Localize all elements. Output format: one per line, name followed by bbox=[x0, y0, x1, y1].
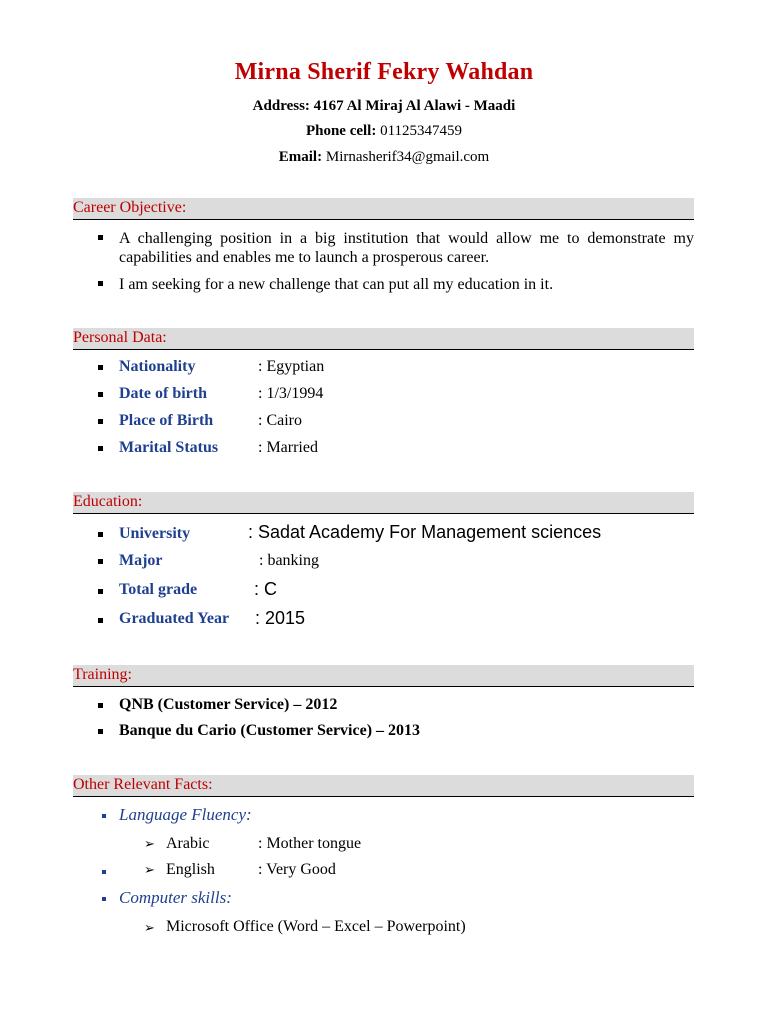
address-value: 4167 Al Miraj Al Alawi - Maadi bbox=[313, 98, 516, 114]
email-value: Mirnasherif34@gmail.com bbox=[325, 149, 490, 165]
bullet-icon bbox=[102, 814, 106, 818]
section-education bbox=[73, 492, 694, 514]
section-personal-data bbox=[73, 328, 694, 350]
bullet-icon bbox=[98, 559, 103, 564]
bullet-icon bbox=[98, 589, 103, 594]
section-title: Personal Data: bbox=[73, 329, 167, 346]
address-label: Address: bbox=[252, 98, 310, 114]
training-item: QNB (Customer Service) – 2012 bbox=[119, 696, 338, 713]
field-label: University bbox=[119, 525, 191, 542]
bullet-icon bbox=[98, 729, 103, 734]
bullet-icon bbox=[98, 235, 103, 240]
bullet-icon bbox=[98, 618, 103, 623]
bullet-icon bbox=[98, 532, 103, 537]
field-label: Date of birth bbox=[119, 385, 207, 402]
computer-skill: Microsoft Office (Word – Excel – Powerpoint) bbox=[166, 918, 466, 935]
phone-line bbox=[0, 123, 768, 140]
section-career-objective bbox=[73, 198, 694, 220]
field-value: : 1/3/1994 bbox=[258, 385, 324, 402]
field-value: : Cairo bbox=[258, 412, 302, 429]
field-value: : Sadat Academy For Management sciences bbox=[248, 522, 602, 542]
section-title: Training: bbox=[73, 666, 132, 683]
bullet-icon bbox=[98, 365, 103, 370]
bullet-icon bbox=[98, 281, 103, 286]
section-title: Other Relevant Facts: bbox=[73, 776, 213, 793]
language-name: English bbox=[166, 861, 215, 878]
field-label: Marital Status bbox=[119, 439, 219, 456]
section-other-facts bbox=[73, 775, 694, 797]
section-title: Career Objective: bbox=[73, 199, 187, 216]
arrow-bullet-icon: ➢ bbox=[144, 836, 155, 851]
address-line bbox=[0, 98, 768, 115]
email-line bbox=[0, 149, 768, 166]
bullet-icon bbox=[98, 392, 103, 397]
arrow-bullet-icon: ➢ bbox=[144, 862, 155, 877]
bullet-icon bbox=[98, 446, 103, 451]
objective-item: A challenging position in a big institution that would allow me to demonstrate my capabilities and enables me to launch a prosperous career. bbox=[119, 230, 694, 266]
field-value: : C bbox=[254, 579, 278, 599]
bullet-icon bbox=[102, 870, 106, 874]
language-heading: Language Fluency: bbox=[119, 805, 252, 824]
language-level: : Mother tongue bbox=[258, 835, 362, 852]
section-training bbox=[73, 665, 694, 687]
bullet-icon bbox=[98, 419, 103, 424]
field-value: : 2015 bbox=[255, 608, 306, 628]
field-value: : Married bbox=[258, 439, 318, 456]
bullet-icon bbox=[102, 897, 106, 901]
email-label: Email: bbox=[278, 149, 323, 165]
language-name: Arabic bbox=[166, 835, 210, 852]
arrow-bullet-icon: ➢ bbox=[144, 920, 155, 935]
language-level: : Very Good bbox=[258, 861, 336, 878]
bullet-icon bbox=[98, 703, 103, 708]
field-label: Nationality bbox=[119, 358, 196, 375]
field-value: : banking bbox=[259, 552, 319, 569]
applicant-name: Mirna Sherif Fekry Wahdan bbox=[234, 59, 534, 85]
field-label: Graduated Year bbox=[119, 610, 230, 627]
phone-value: 01125347459 bbox=[380, 123, 463, 139]
field-label: Major bbox=[119, 552, 163, 569]
training-item: Banque du Cario (Customer Service) – 2013 bbox=[119, 722, 421, 739]
field-label: Total grade bbox=[119, 581, 198, 598]
field-label: Place of Birth bbox=[119, 412, 214, 429]
objective-item: I am seeking for a new challenge that can put all my education in it. bbox=[119, 276, 554, 293]
section-title: Education: bbox=[73, 493, 143, 510]
phone-label: Phone cell: bbox=[305, 123, 377, 139]
field-value: : Egyptian bbox=[258, 358, 325, 375]
computer-heading: Computer skills: bbox=[119, 888, 232, 907]
